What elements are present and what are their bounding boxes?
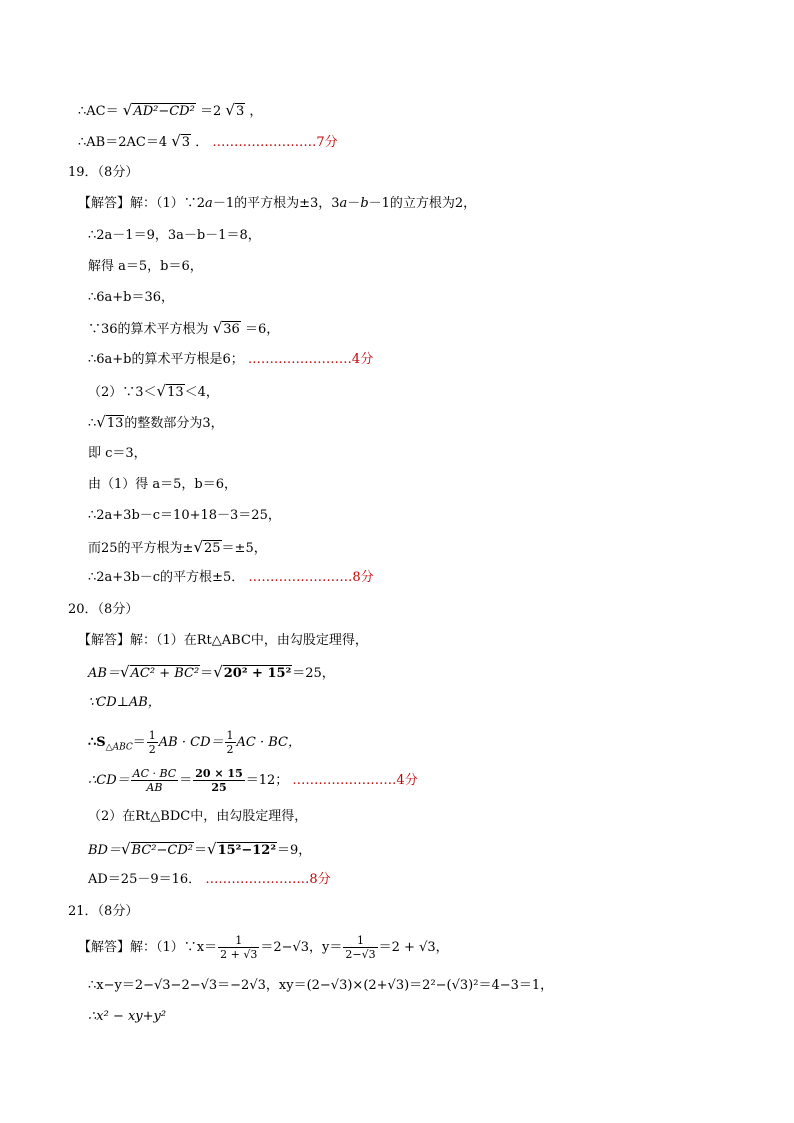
text: 【解答】解：（1）∵x＝ xyxy=(78,940,218,955)
text: BD＝ xyxy=(88,843,121,858)
q19-line-2: ∴2a－1＝9，3a－b－1＝8， xyxy=(88,228,261,243)
text: ＝ xyxy=(179,773,193,788)
q19-line-12 xyxy=(88,537,267,559)
sqrt: √36 xyxy=(212,319,240,337)
q19-line-6 xyxy=(88,350,373,370)
q20-line-5 xyxy=(88,766,418,796)
q20-line-7 xyxy=(88,839,311,861)
radicand: 25 xyxy=(204,541,221,556)
text: ＝2−√3，y＝ xyxy=(260,940,343,955)
numerator: AC · BC xyxy=(132,767,177,780)
text: ∴S xyxy=(88,735,106,750)
numerator: 1 xyxy=(148,729,156,742)
text: ∴6a+b的算术平方根是6； xyxy=(88,352,244,367)
radicand: 3 xyxy=(181,135,191,150)
sqrt: √15²−12² xyxy=(207,840,277,858)
var: a xyxy=(339,196,348,211)
q19-line-4: ∴6a+b＝36， xyxy=(88,290,175,305)
question-20-heading: 20．（8分） xyxy=(68,602,139,617)
q21-line-1 xyxy=(78,933,449,963)
q20-line-6: （2）在Rt△BDC中，由勾股定理得， xyxy=(88,809,308,824)
score-marker: ……………………4分 xyxy=(292,773,418,788)
text: AD＝25－9＝16． xyxy=(88,872,202,887)
text: 【解答】解：（1）∵2 xyxy=(78,196,206,211)
sqrt: √AD²−CD² xyxy=(122,101,195,119)
radicand: AC² + BC² xyxy=(130,666,200,681)
var: a xyxy=(205,196,213,211)
text: AC · BC， xyxy=(236,735,301,750)
sqrt: √13 xyxy=(156,382,184,400)
text: ∴AC＝ xyxy=(78,104,119,119)
q19-line-9: 即 c＝3， xyxy=(88,446,147,461)
radicand: 36 xyxy=(223,322,240,337)
text: ＝ xyxy=(132,735,146,750)
radicand: 3 xyxy=(235,104,245,119)
text: － xyxy=(347,196,361,211)
radicand: 13 xyxy=(106,416,124,431)
denominator: 2 xyxy=(148,743,156,756)
text: ∴AB＝2AC＝4 xyxy=(78,135,168,150)
sqrt: √BC²−CD² xyxy=(120,840,193,858)
text: ． xyxy=(195,135,209,150)
q19-line-3: 解得 a＝5，b＝6， xyxy=(88,259,203,274)
denominator: 2 + √3 xyxy=(220,948,258,961)
q19-line-10: 由（1）得 a＝5，b＝6， xyxy=(88,477,238,492)
text: －1的平方根为±3，3 xyxy=(212,196,340,211)
score-marker: ……………………8分 xyxy=(205,872,331,887)
radicand: 13 xyxy=(167,385,184,400)
text: 而25的平方根为± xyxy=(88,541,194,556)
sqrt: √25 xyxy=(193,538,221,556)
text: ＝9， xyxy=(277,843,312,858)
text: 的整数部分为3， xyxy=(124,416,224,431)
q20-line-8 xyxy=(88,870,331,890)
sqrt: √3 xyxy=(225,101,245,119)
question-21-heading: 21．（8分） xyxy=(68,904,139,919)
text: ＝12； xyxy=(245,773,289,788)
score-marker: ……………………7分 xyxy=(212,135,338,150)
sqrt: √13 xyxy=(96,413,124,431)
denominator: 2−√3 xyxy=(345,948,376,961)
radicand: AD²−CD² xyxy=(133,104,195,119)
q19-line-7 xyxy=(88,381,219,403)
radicand: 20² + 15² xyxy=(223,666,292,681)
q20-line-2 xyxy=(88,662,335,684)
var: b xyxy=(360,196,369,211)
text: ， xyxy=(249,104,263,119)
q20-line-3: ∵CD⊥AB， xyxy=(88,695,161,710)
numerator: 1 xyxy=(218,934,259,948)
radicand: 15²−12² xyxy=(217,843,277,858)
text: －1的立方根为2， xyxy=(368,196,477,211)
numerator: 20 × 15 xyxy=(195,767,243,780)
text: ∵36的算术平方根为 xyxy=(88,322,209,337)
score-marker: ……………………4分 xyxy=(247,352,374,367)
text: （2）∵3＜ xyxy=(88,385,157,400)
q19-line-8 xyxy=(88,412,224,434)
fraction xyxy=(218,934,259,961)
denominator: 2 xyxy=(226,743,234,756)
text: ∴ xyxy=(88,416,97,431)
text: ∴CD＝ xyxy=(88,773,130,788)
numerator: 1 xyxy=(343,934,377,948)
text: AB · CD＝ xyxy=(158,735,224,750)
fraction xyxy=(131,767,179,794)
numerator: 1 xyxy=(226,729,234,742)
q21-line-3: ∴x² − xy+y² xyxy=(88,1009,167,1024)
q19-line-1 xyxy=(78,194,476,214)
fraction xyxy=(193,767,245,794)
q19-line-11: ∴2a+3b－c＝10+18－3＝25， xyxy=(88,508,281,523)
fraction xyxy=(343,934,377,961)
text: ∴2a+3b－c的平方根±5． xyxy=(88,570,245,585)
score-marker: ……………………8分 xyxy=(248,570,374,585)
denominator: AB xyxy=(146,781,163,794)
line-ac xyxy=(78,100,262,122)
q21-line-2: ∴x−y＝2−√3−2−√3＝−2√3，xy＝(2−√3)×(2+√3)＝2²−(√3)²＝4−3＝1， xyxy=(88,978,554,993)
text: ＝ xyxy=(200,666,214,681)
q20-line-4 xyxy=(88,728,301,763)
sqrt: √3 xyxy=(171,132,191,150)
sqrt: √20² + 15² xyxy=(213,663,292,681)
text: ＝2 + √3， xyxy=(378,940,449,955)
fraction xyxy=(147,729,158,756)
text: ＜4， xyxy=(184,385,219,400)
line-ab xyxy=(78,131,338,153)
text: ＝ xyxy=(193,843,207,858)
subscript: △ABC xyxy=(105,742,133,753)
q20-line-1: 【解答】解：（1）在Rt△ABC中，由勾股定理得， xyxy=(78,633,368,648)
text: ＝±5， xyxy=(221,541,267,556)
q19-line-5 xyxy=(88,318,279,340)
radicand: BC²−CD² xyxy=(131,843,193,858)
fraction xyxy=(225,729,236,756)
text: ＝6， xyxy=(244,322,280,337)
text: ＝25， xyxy=(292,666,335,681)
question-19-heading: 19．（8分） xyxy=(68,165,139,180)
text: ＝2 xyxy=(199,104,222,119)
sqrt: √AC² + BC² xyxy=(119,663,200,681)
denominator: 25 xyxy=(211,781,227,794)
q19-line-13 xyxy=(88,568,374,588)
text: AB＝ xyxy=(88,666,120,681)
